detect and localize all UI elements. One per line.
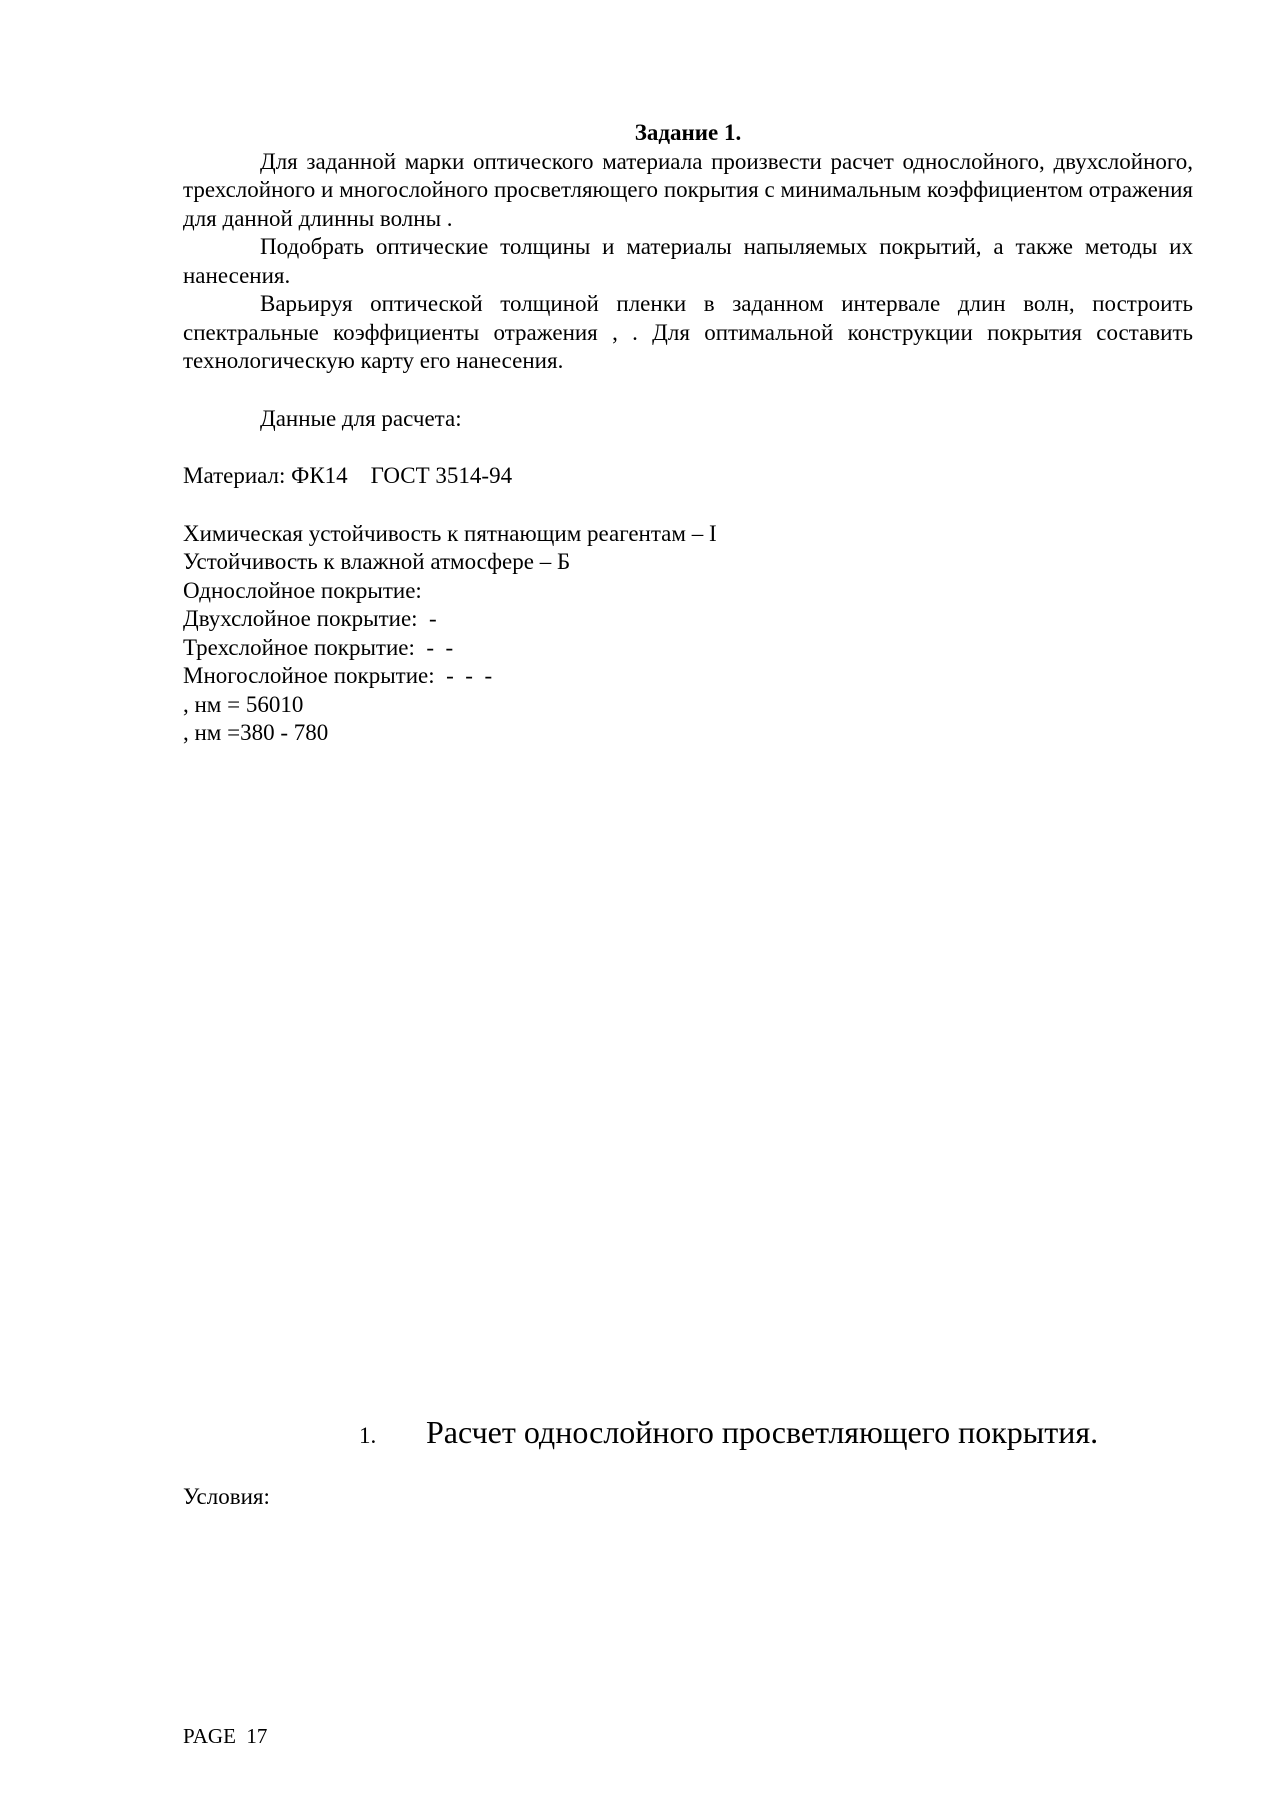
property-line: , нм = 56010	[183, 691, 304, 717]
section-number: 1.	[359, 1423, 377, 1448]
data-heading: Данные для расчета:	[260, 405, 462, 431]
property-line: Многослойное покрытие: - - -	[183, 663, 493, 688]
spacer	[183, 433, 1193, 462]
paragraph-3: Варьируя оптической толщиной пленки в заданном интервале длин волн, построить спектральные коэффициенты отражения , . Для оптимальной конструкции покрытия составить технологическую карту его нанесения.	[183, 291, 1193, 373]
property-line: Двухслойное покрытие: -	[183, 606, 437, 631]
spacer	[183, 491, 1193, 520]
document-body	[183, 119, 1193, 748]
spacer	[183, 376, 1193, 405]
property-line: , нм =380 - 780	[183, 720, 329, 745]
material-line: Материал: ФК14 ГОСТ 3514-94	[183, 463, 513, 488]
task-title: Задание 1.	[634, 120, 742, 145]
property-line: Устойчивость к влажной атмосфере – Б	[183, 549, 571, 574]
property-line: Трехслойное покрытие: - -	[183, 634, 454, 660]
paragraph-1: Для заданной марки оптического материала произвести расчет однослойного, двухслойного, трехслойного и многослойного просветляющего покрытия с минимальным коэффициентом отражения для данной длинны волны .	[183, 148, 1193, 231]
conditions-label: Условия:	[183, 1484, 270, 1509]
property-line: Однослойное покрытие:	[183, 577, 422, 603]
paragraph-2: Подобрать оптические толщины и материалы напыляемых покрытий, а также методы их нанесения.	[183, 234, 1193, 288]
section-title: Расчет однослойного просветляющего покрытия.	[426, 1414, 1099, 1450]
property-line: Химическая устойчивость к пятнающим реагентам – I	[183, 520, 717, 546]
page-footer: PAGE 17	[183, 1724, 268, 1748]
